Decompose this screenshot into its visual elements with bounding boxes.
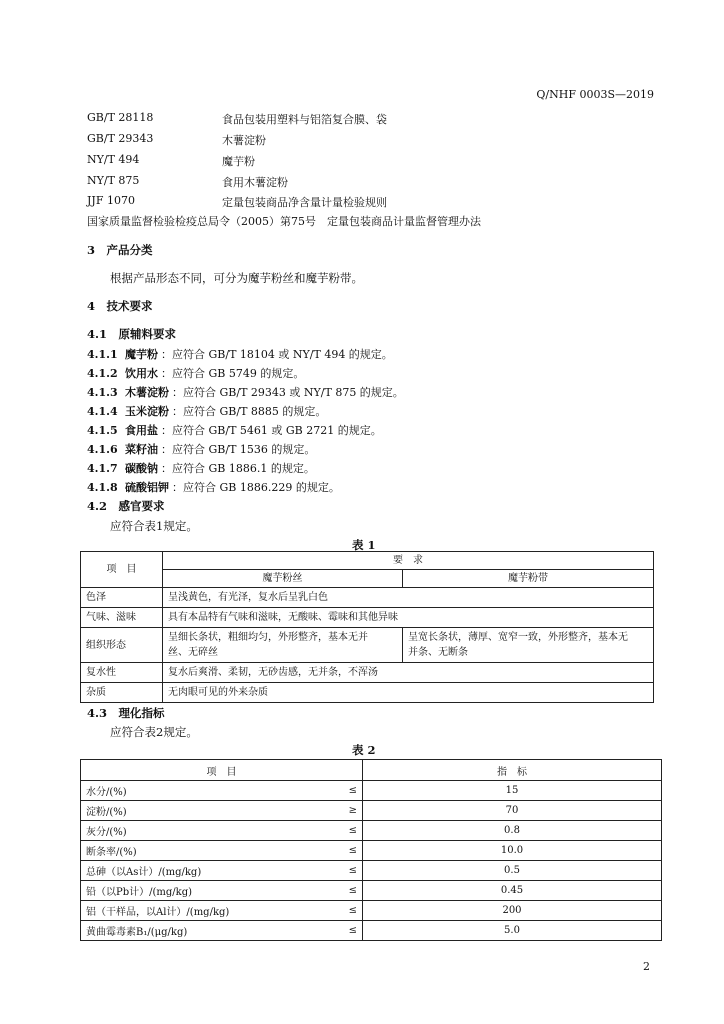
table1-subheader: 魔芋粉带 (403, 570, 654, 588)
table1-header-item: 项 目 (81, 552, 163, 588)
sensory-table (80, 551, 654, 703)
table-row (81, 901, 662, 921)
table2-value: 70 (363, 801, 662, 821)
table2-value: 15 (363, 781, 662, 801)
reference-code: NY/T 494 (87, 153, 140, 166)
table2-operator: ≤ (329, 901, 363, 921)
clause-number: 4.1.7 (87, 462, 118, 475)
section-4-2-heading: 4.2 感官要求 (87, 499, 165, 513)
table1-value: 呈浅黄色，有光泽，复水后呈乳白色 (163, 588, 654, 608)
clause-item (87, 346, 393, 362)
clause-name: 玉米淀粉 (125, 405, 169, 418)
table1-item: 复水性 (81, 663, 163, 683)
table1-value: 具有本品特有气味和滋味，无酸味、霉味和其他异味 (163, 608, 654, 628)
table2-item: 铝（干样品，以Al计）/(mg/kg) (81, 901, 329, 921)
clause-text: ：应符合 GB/T 5461 或 GB 2721 的规定。 (161, 424, 382, 437)
section-4-3-heading: 4.3 理化指标 (87, 706, 165, 720)
table2-value: 10.0 (363, 841, 662, 861)
table2-value: 0.45 (363, 881, 662, 901)
clause-number: 4.1.4 (87, 405, 118, 418)
table1-value-line: 并条、无断条 (408, 647, 468, 658)
table-row (81, 841, 662, 861)
reference-decree: 国家质量监督检验检疫总局令（2005）第75号 定量包装商品计量监督管理办法 (87, 215, 481, 228)
section-4-heading: 4 技术要求 (87, 299, 153, 313)
clause-number: 4.1.3 (87, 386, 118, 399)
clause-number: 4.1.5 (87, 424, 118, 437)
reference-code: JJF 1070 (87, 194, 135, 207)
table2-value: 0.8 (363, 821, 662, 841)
clause-text: ：应符合 GB/T 29343 或 NY/T 875 的规定。 (172, 386, 404, 399)
clause-number: 4.1.8 (87, 481, 118, 494)
table2-value: 5.0 (363, 921, 662, 941)
table1-item: 色泽 (81, 588, 163, 608)
table-row (81, 683, 654, 703)
section-4-3-text: 应符合表2规定。 (110, 725, 198, 739)
table2-value: 0.5 (363, 861, 662, 881)
table2-item: 水分/(%) (81, 781, 329, 801)
clause-text: ：应符合 GB/T 8885 的规定。 (172, 405, 327, 418)
table2-operator: ≤ (329, 881, 363, 901)
table1-value-line: 呈细长条状，粗细均匀，外形整齐，基本无并 (168, 632, 368, 643)
table-row (81, 861, 662, 881)
table-row (81, 628, 654, 663)
clause-item (87, 365, 304, 381)
reference-code: GB/T 28118 (87, 111, 154, 124)
reference-code: GB/T 29343 (87, 132, 154, 145)
clause-item (87, 460, 315, 476)
table1-value-strands (163, 628, 403, 663)
table2-item: 淀粉/(%) (81, 801, 329, 821)
clause-text: ：应符合 GB/T 18104 或 NY/T 494 的规定。 (161, 348, 393, 361)
table2-header-value: 指 标 (363, 760, 662, 781)
table2-operator: ≤ (329, 861, 363, 881)
table2-item: 黄曲霉毒素B₁/(μg/kg) (81, 921, 329, 941)
table2-operator: ≥ (329, 801, 363, 821)
table1-subheader: 魔芋粉丝 (163, 570, 403, 588)
section-3-text: 根据产品形态不同，可分为魔芋粉丝和魔芋粉带。 (110, 271, 363, 285)
reference-title: 定量包装商品净含量计量检验规则 (222, 196, 387, 209)
table-row (81, 663, 654, 683)
table2-caption: 表 2 (352, 743, 376, 757)
clause-text: ：应符合 GB 1886.229 的规定。 (172, 481, 340, 494)
physicochemical-table (80, 759, 662, 941)
section-4-2-text: 应符合表1规定。 (110, 519, 198, 533)
clause-item (87, 422, 382, 438)
reference-code: NY/T 875 (87, 174, 140, 187)
table-row (81, 608, 654, 628)
table2-operator: ≤ (329, 921, 363, 941)
table1-value-line: 丝、无碎丝 (168, 647, 218, 658)
table1-header-requirement: 要 求 (163, 552, 654, 570)
table2-operator: ≤ (329, 821, 363, 841)
table-row (81, 801, 662, 821)
table1-item: 组织形态 (81, 628, 163, 663)
table2-operator: ≤ (329, 841, 363, 861)
clause-item (87, 479, 340, 495)
table2-header-item: 项 目 (81, 760, 363, 781)
table1-caption: 表 1 (352, 538, 376, 552)
table-row (81, 588, 654, 608)
table-row (81, 921, 662, 941)
table2-operator: ≤ (329, 781, 363, 801)
table-row (81, 821, 662, 841)
table1-value: 无肉眼可见的外来杂质 (163, 683, 654, 703)
table1-value: 复水后爽滑、柔韧，无砂齿感，无并条，不浑汤 (163, 663, 654, 683)
clause-name: 魔芋粉 (125, 348, 158, 361)
reference-title: 木薯淀粉 (222, 134, 266, 147)
section-3-heading: 3 产品分类 (87, 243, 153, 257)
table1-item: 气味、滋味 (81, 608, 163, 628)
clause-item (87, 441, 315, 457)
clause-name: 木薯淀粉 (125, 386, 169, 399)
clause-name: 菜籽油 (125, 443, 158, 456)
table2-item: 断条率/(%) (81, 841, 329, 861)
reference-title: 魔芋粉 (222, 155, 255, 168)
reference-title: 食用木薯淀粉 (222, 176, 288, 189)
table1-value-ribbons (403, 628, 654, 663)
table1-item: 杂质 (81, 683, 163, 703)
clause-name: 食用盐 (125, 424, 158, 437)
clause-item (87, 403, 326, 419)
table1-value-line: 呈宽长条状，薄厚、宽窄一致，外形整齐，基本无 (408, 632, 628, 643)
clause-number: 4.1.6 (87, 443, 118, 456)
clause-name: 硫酸铝钾 (125, 481, 169, 494)
table-row (81, 881, 662, 901)
clause-number: 4.1.2 (87, 367, 118, 380)
clause-name: 碳酸钠 (125, 462, 158, 475)
table2-value: 200 (363, 901, 662, 921)
table2-item: 灰分/(%) (81, 821, 329, 841)
page-number: 2 (643, 960, 650, 973)
section-4-1-heading: 4.1 原辅料要求 (87, 327, 177, 341)
clause-number: 4.1.1 (87, 348, 118, 361)
document-code: Q/NHF 0003S—2019 (536, 88, 654, 101)
clause-name: 饮用水 (125, 367, 158, 380)
clause-text: ：应符合 GB 5749 的规定。 (161, 367, 305, 380)
clause-text: ：应符合 GB 1886.1 的规定。 (161, 462, 315, 475)
table-row (81, 781, 662, 801)
table2-item: 总砷（以As计）/(mg/kg) (81, 861, 329, 881)
reference-title: 食品包装用塑料与铝箔复合膜、袋 (222, 113, 387, 126)
table2-item: 铅（以Pb计）/(mg/kg) (81, 881, 329, 901)
clause-item (87, 384, 404, 400)
clause-text: ：应符合 GB/T 1536 的规定。 (161, 443, 316, 456)
